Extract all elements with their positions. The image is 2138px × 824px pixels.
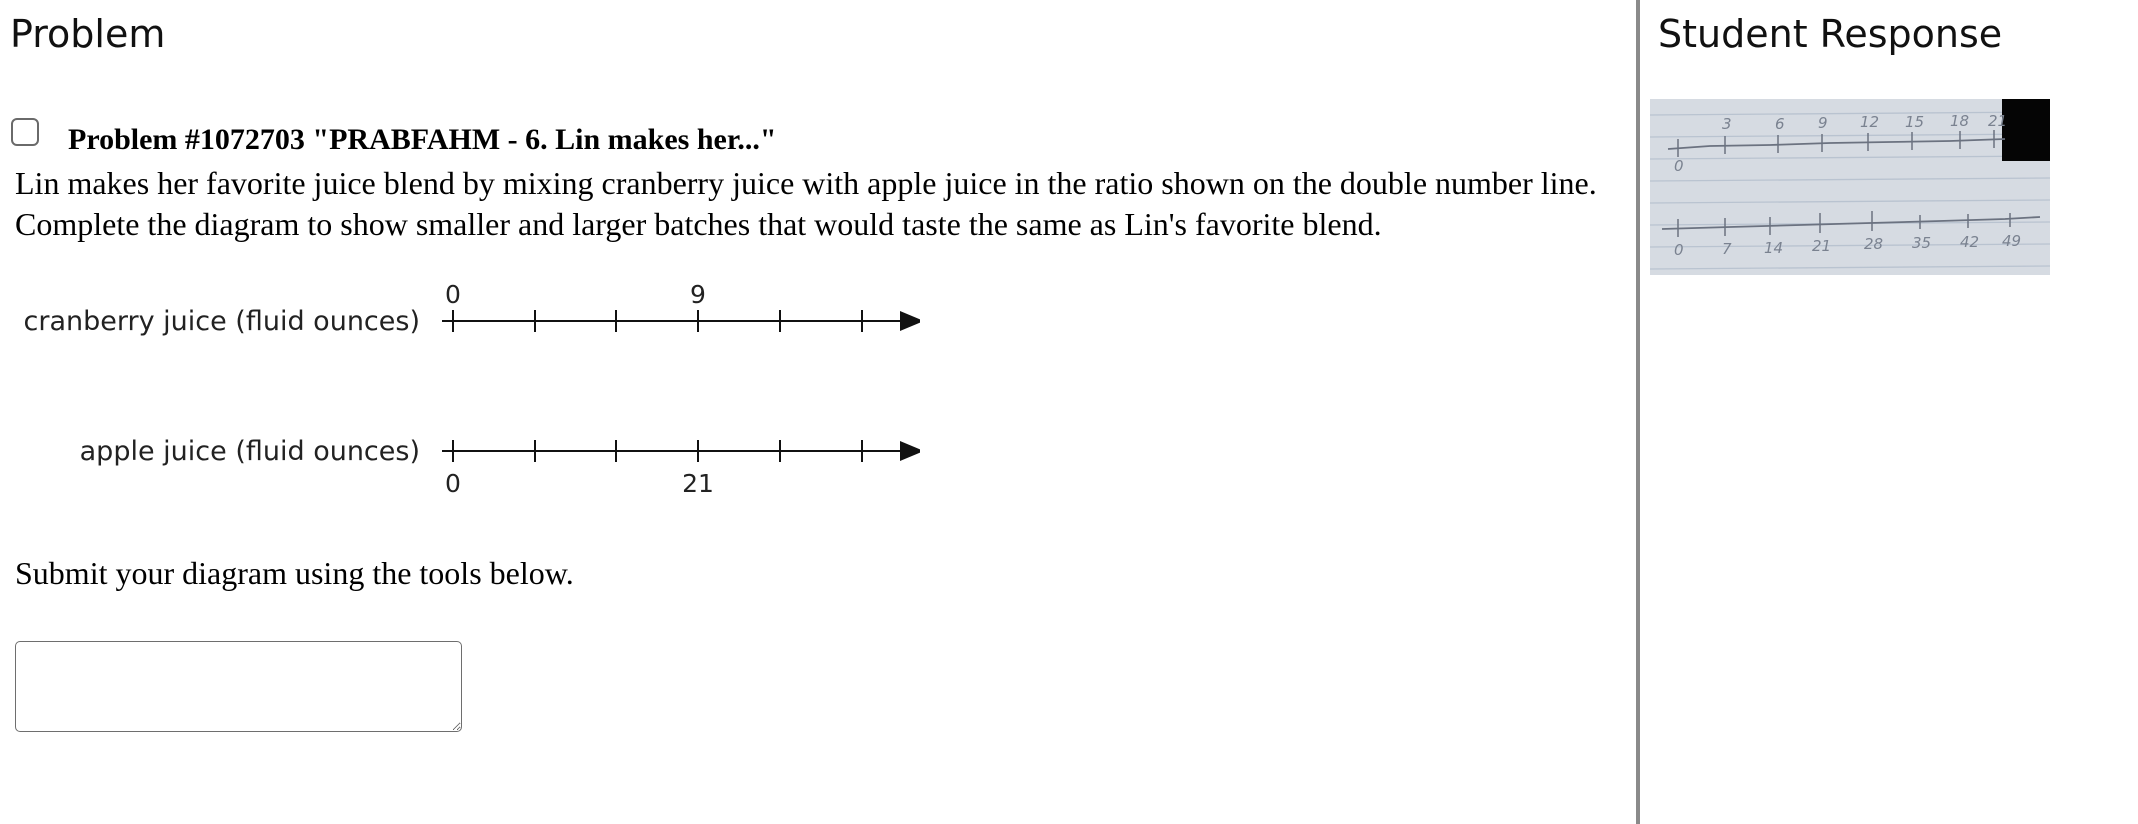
- handwritten-bottom-value: 21: [1812, 237, 1832, 255]
- handwritten-top-value: 12: [1860, 113, 1880, 131]
- cranberry-tick-label: 9: [690, 280, 706, 309]
- problem-title: Problem #1072703 "PRABFAHM - 6. Lin makes her...": [68, 123, 777, 156]
- problem-select-checkbox[interactable]: [11, 118, 39, 146]
- handwritten-bottom-value: 7: [1722, 240, 1732, 258]
- apple-tick-label: 21: [682, 469, 714, 498]
- handwritten-bottom-value: 42: [1960, 233, 1980, 251]
- apple-tick-label: 0: [445, 469, 461, 498]
- handwritten-top-value: 18: [1950, 112, 1970, 130]
- handwritten-top-value: 21: [1988, 112, 2008, 130]
- handwritten-bottom-value: 49: [2002, 232, 2022, 250]
- handwritten-top-value: 6: [1775, 115, 1785, 133]
- cranberry-line-label: cranberry juice (fluid ounces): [23, 306, 420, 337]
- double-number-line-diagram: [20, 280, 920, 510]
- photo-dark-corner: [2002, 99, 2050, 161]
- cranberry-line-arrowhead: [900, 311, 920, 331]
- handwritten-top-value: 15: [1905, 113, 1925, 131]
- submit-instruction: Submit your diagram using the tools below.: [15, 555, 574, 591]
- apple-line-label: apple juice (fluid ounces): [79, 436, 420, 467]
- problem-pane-heading: Problem: [10, 12, 166, 56]
- handwritten-bottom-value: 0: [1674, 241, 1684, 259]
- answer-input[interactable]: [15, 641, 462, 732]
- handwritten-bottom-value: 35: [1912, 234, 1932, 252]
- handwritten-top-value: 0: [1674, 157, 1684, 175]
- handwritten-top-value: 9: [1818, 114, 1828, 132]
- student-response-pane: [1640, 0, 2138, 824]
- handwritten-top-value: 3: [1722, 115, 1732, 133]
- problem-statement: Lin makes her favorite juice blend by mixing cranberry juice with apple juice in the ratio shown on the double number line. Complete the diagram to show smaller and larger batches that would taste the same as Lin's favorite blend.: [15, 165, 1597, 242]
- handwritten-bottom-value: 28: [1864, 235, 1884, 253]
- cranberry-tick-label: 0: [445, 280, 461, 309]
- apple-line-arrowhead: [900, 441, 920, 461]
- student-response-heading: Student Response: [1658, 12, 2003, 56]
- student-response-photo[interactable]: [1650, 99, 2050, 275]
- handwritten-bottom-value: 14: [1764, 239, 1784, 257]
